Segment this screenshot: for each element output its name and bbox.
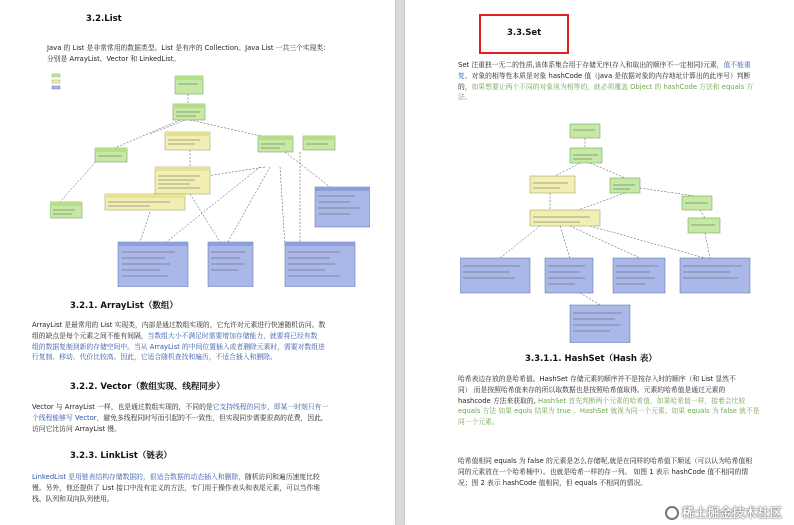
vector-line-2-plain: 避免多线程同时写而引起的不一致性，但实现同步需要很高的花费，因此, [103, 413, 324, 422]
arraylist-line-2-plain: 组的缺点是每个元素之间不能有间隔， [32, 331, 148, 340]
paragraph-set [458, 60, 783, 103]
uml-set-iterable-box [570, 124, 600, 138]
list-intro-line-2: 分别是 ArrayList、Vector 和 LinkedList。 [47, 54, 181, 63]
paragraph-hashset [458, 374, 783, 428]
juejin-logo-icon [665, 506, 679, 520]
collision-line-2: 同的元素放在一个哈希桶中）。也就是哈希一样的存一列。 如图 1 表示 hashCode 值不相同的情 [458, 467, 749, 476]
uml-set-collection-box [570, 148, 602, 163]
watermark-text: 稀土掘金技术社区 [681, 505, 782, 520]
set-highlight-1: 值不能重 [723, 61, 751, 69]
vector-line-1 [32, 402, 377, 413]
right-page [405, 0, 794, 525]
arraylist-highlight-3: 当从 ArrayList 的中间位置插入或者删除元素时，需要对数组进 [133, 342, 325, 351]
paragraph-arraylist [32, 320, 377, 363]
hashset-line-3-plain: hashcode 方法来获取的, [458, 396, 536, 405]
vector-highlight-2: 个线程能够写 Vector， [32, 413, 104, 422]
paragraph-hash-collision [458, 456, 783, 488]
paragraph-vector [32, 402, 377, 434]
linked-line-3: 栈、队列和双向队列使用。 [32, 494, 114, 503]
heading-3-2-1-arraylist: 3.2.1. ArrayList（数组） [70, 301, 178, 311]
vector-line-2 [32, 413, 377, 424]
heading-3-3-set: 3.3.Set [507, 28, 542, 38]
list-uml-diagram [50, 72, 370, 287]
uml-treeset-box [613, 258, 665, 293]
arraylist-highlight-4: 行复制、移动、代价比较高。 [32, 353, 121, 362]
collision-line-1: 哈希值相同 equals 为 false 的元素是怎么存储呢,就是在同样的哈希值下顺延（可以认为哈希值相 [458, 457, 753, 465]
hashset-line-3 [458, 396, 783, 407]
vector-line-1-plain: Vector 与 ArrayList 一样，也是通过数组实现的，不同的是 [32, 403, 213, 411]
vector-highlight-1: 它支持线程的同步，即某一时刻只有一 [212, 403, 329, 411]
uml-linkedlist-box [118, 242, 188, 287]
uml-vector-box [208, 242, 253, 287]
linked-line-1-plain: 随机访问和遍历速度比较 [244, 473, 320, 481]
uml-set-abstractcollection-box [530, 176, 575, 193]
arraylist-line-2 [32, 331, 377, 342]
set-line-1-plain: Set 注重独一无二的性质,该体系集合用于存储无序(存入和取出的顺序不一定相同)元素， [458, 61, 724, 69]
linked-line-1 [32, 472, 377, 483]
left-page [0, 0, 395, 525]
uml-navigableset-box [688, 218, 720, 233]
heading-3-2-2-vector: 3.2.2. Vector（数组实现、线程同步） [70, 382, 225, 392]
linked-line-2: 慢。另外，他还提供了 List 接口中没有定义的方法，专门用于操作表头和表尾元素，可以当作堆 [32, 483, 321, 492]
uml-abstractlist-box [155, 167, 210, 194]
vector-line-3: 访问它比访问 ArrayList 慢。 [32, 424, 121, 433]
arraylist-highlight-1: 当数组大小不满足时需要增加存储能力，就要将已经有数 [147, 331, 318, 340]
collision-line-3: 况；图 2 表示 hashCode 值相同，但 equals 不相同的情况。 [458, 478, 647, 487]
uml-set-interface-box [610, 178, 640, 193]
hashset-highlight-1: HashSet 首先判断两个元素的哈希值，如果哈希值一样，接着会比较 [535, 396, 746, 405]
uml-hashset-box [545, 258, 593, 293]
uml-abstractset-box [530, 210, 600, 226]
heading-3-2-list: 3.2.List [86, 14, 122, 24]
heading-3-2-3-linklist: 3.2.3. LinkList（链表） [70, 451, 172, 461]
uml-arraylist-box [285, 242, 355, 287]
uml-concurrentskiplistset-box [680, 258, 750, 293]
hashset-line-2: 同） 而是按照哈希值来存的所以取数据也是按照哈希值取得。元素的哈希值是通过元素的 [458, 385, 726, 394]
paragraph-list-intro [47, 43, 377, 65]
linked-highlight-2: 很适合数据的动态插入和删除， [149, 473, 245, 481]
arraylist-line-4 [32, 352, 377, 363]
heading-3-3-1-1-hashset: 3.3.1.1. HashSet（Hash 表） [525, 354, 657, 364]
uml-linkedhashset-box [570, 305, 630, 343]
set-line-1 [458, 60, 783, 71]
uml-legend [52, 74, 60, 89]
set-highlight-3: 如果想要让两个不同的对象视为相等的，就必须覆盖 Object 的 hashCode 方法和 equals 方 [471, 82, 754, 91]
uml-copyonwritearraylist-box [315, 187, 370, 227]
arraylist-line-3 [32, 342, 377, 353]
arraylist-line-1: ArrayList 是最常用的 List 实现类，内部是通过数组实现的，它允许对元素进行快速随机访问。数 [32, 321, 326, 329]
hashset-line-4: equals 方法 如果 equls 结果为 true ，HashSet 就视为同一个元素。如果 equals 为 false 就不是 [458, 407, 760, 416]
set-line-3 [458, 82, 783, 93]
list-intro-line-1: Java 的 List 是非常常用的数据类型。List 是有序的 Collection。Java List 一共三个实现类: [47, 44, 326, 52]
set-highlight-2: 复。 [458, 71, 472, 80]
set-line-4: 法。 [458, 93, 472, 102]
linked-highlight-1: LinkedList 是用链表结构存储数据的， [32, 473, 150, 481]
arraylist-highlight-2: 组的数据复制到新的存储空间中。 [32, 342, 134, 351]
arraylist-highlight-5: 因此，它适合随机查找和遍历，不适合插入和删除。 [120, 353, 277, 362]
paragraph-linkedlist [32, 472, 377, 504]
hashset-line-1: 哈希表边存放的是哈希值。HashSet 存储元素的顺序并不是按存入时的顺序（和 List 显然不 [458, 375, 736, 383]
set-line-2-plain: 对象的相等性本质是对象 hashCode 值（java 是依据对象的内存地址计算出的此序号）判断 [471, 71, 751, 80]
set-uml-diagram [460, 118, 760, 343]
set-line-2 [458, 71, 783, 82]
set-line-3-plain: 的， [458, 82, 472, 91]
hashset-line-5: 同一个元素。 [458, 418, 499, 427]
watermark-juejin [665, 503, 782, 521]
uml-copyonwritearrayset-box [460, 258, 530, 293]
